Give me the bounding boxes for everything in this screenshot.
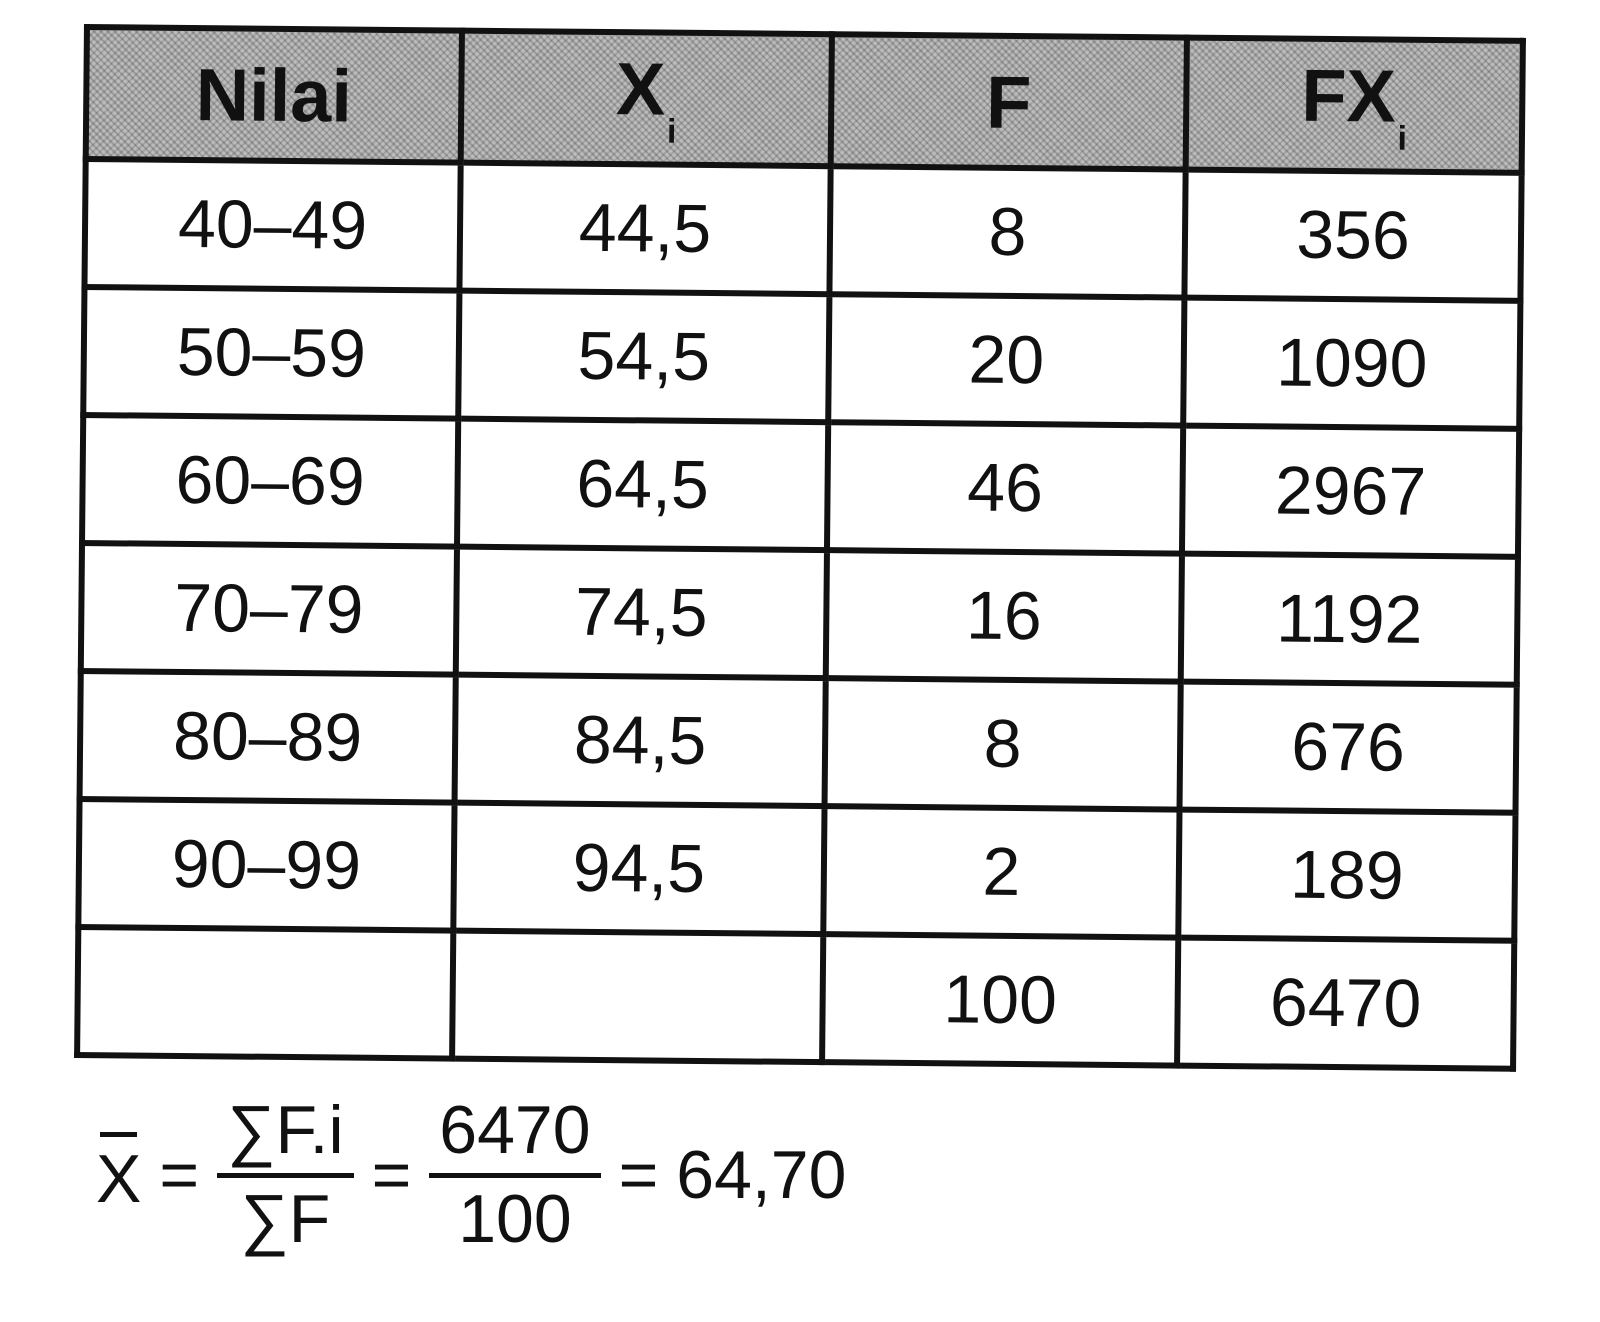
cell-nilai: 90–99 (78, 799, 454, 931)
fraction-numerator: 6470 (439, 1092, 591, 1169)
cell-xi: 74,5 (456, 547, 827, 679)
equals-sign: = (618, 1137, 659, 1213)
table-row (82, 415, 1519, 557)
cell-nilai: 70–79 (81, 543, 457, 675)
cell-total-f: 100 (822, 934, 1178, 1065)
fraction-denominator: ∑F (240, 1180, 331, 1257)
cell-fxi: 1090 (1183, 298, 1520, 429)
cell-xi: 44,5 (459, 163, 830, 295)
cell-fxi: 1192 (1181, 554, 1518, 685)
table-header-row (86, 27, 1523, 173)
cell-f: 20 (828, 294, 1184, 425)
header-fxi: $FX_i$ (1186, 38, 1523, 173)
cell-xi: 94,5 (453, 803, 824, 935)
cell-f: 46 (827, 422, 1183, 553)
cell-nilai: 60–69 (82, 415, 458, 547)
cell-total-fxi: 6470 (1177, 938, 1514, 1069)
cell-total-nilai (77, 927, 453, 1059)
table-row (80, 671, 1517, 813)
cell-nilai: 50–59 (83, 287, 459, 419)
mean-result: 64,70 (676, 1137, 847, 1213)
header-fxi-subscript: i (1397, 119, 1408, 158)
fraction-numerator: ∑F.i (227, 1092, 344, 1169)
cell-f: 8 (829, 166, 1185, 297)
table-row (83, 287, 1520, 429)
fraction-bar (429, 1173, 600, 1178)
cell-f: 2 (823, 806, 1179, 937)
mean-symbol: X (96, 1132, 141, 1218)
cell-f: 8 (825, 678, 1181, 809)
header-nilai: Nilai (86, 27, 462, 163)
cell-fxi: 189 (1178, 810, 1515, 941)
table-row (84, 159, 1521, 301)
fraction-bar (217, 1173, 353, 1178)
cell-nilai: 40–49 (84, 159, 460, 291)
frequency-table-container (74, 24, 1520, 1072)
cell-f: 16 (826, 550, 1182, 681)
frequency-table (74, 24, 1526, 1072)
cell-xi: 64,5 (457, 419, 828, 551)
header-xi: $X_i$ (461, 31, 832, 167)
fraction-denominator: 100 (458, 1180, 572, 1257)
equals-sign: = (159, 1137, 200, 1213)
table-total-row (77, 927, 1514, 1069)
header-f: F (831, 34, 1187, 169)
table-row (78, 799, 1515, 941)
cell-xi: 84,5 (455, 675, 826, 807)
header-xi-subscript: i (666, 112, 677, 151)
equals-sign: = (371, 1137, 412, 1213)
cell-fxi: 356 (1184, 170, 1521, 301)
cell-xi: 54,5 (458, 291, 829, 423)
cell-fxi: 676 (1180, 682, 1517, 813)
cell-nilai: 80–89 (80, 671, 456, 803)
cell-fxi: 2967 (1182, 426, 1519, 557)
fraction-values (429, 1092, 600, 1257)
mean-formula (96, 1060, 846, 1290)
table-row (81, 543, 1518, 685)
fraction-sum-formula (217, 1092, 353, 1257)
cell-total-xi (452, 931, 823, 1063)
